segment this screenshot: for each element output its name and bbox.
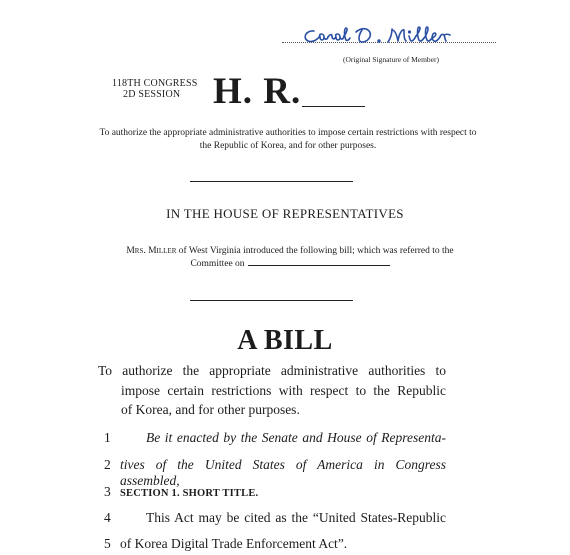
short-title-line: This Act may be cited as the “United States-Republic (146, 510, 446, 525)
purpose-line: To authorize the appropriate administrative authorities to (98, 363, 446, 378)
introduction-text: of West Virginia introduced the following bill; which was referred to the Committee on (176, 246, 454, 269)
line-number: 5 (104, 536, 111, 551)
sponsor-name: Mrs. Miller (126, 246, 177, 256)
purpose-line: impose certain restrictions with respect to the Republic (121, 382, 446, 398)
committee-blank (248, 265, 390, 266)
line-number: 1 (104, 430, 111, 445)
session-label: 2D SESSION (123, 89, 181, 100)
enacting-clause-line: Be it enacted by the Senate and House of Representa- (146, 430, 446, 445)
divider-rule (190, 300, 353, 301)
short-title-line: of Korea Digital Trade Enforcement Act”. (120, 536, 348, 551)
line-number: 2 (104, 457, 111, 472)
chamber-heading: IN THE HOUSE OF REPRESENTATIVES (166, 206, 404, 221)
enacting-clause-line: tives of the United States of America in Congress assembled, (120, 457, 446, 488)
bill-summary: To authorize the appropriate administrative authorities to impose certain restrictions with respect to the Republic of Korea, and for other purposes. (99, 128, 477, 151)
congress-number: 118TH CONGRESS (112, 78, 198, 89)
divider-rule (190, 181, 353, 182)
line-number: 3 (104, 484, 111, 499)
introduction-statement (112, 245, 468, 271)
bill-purpose (98, 361, 446, 420)
bill-number-blank (302, 106, 365, 107)
bill-heading: A BILL (237, 325, 333, 356)
handwritten-signature-image (300, 22, 496, 48)
signature-line (282, 22, 496, 48)
purpose-line: of Korea, and for other purposes. (121, 402, 300, 417)
signature-caption: (Original Signature of Member) (342, 55, 439, 64)
line-number: 4 (104, 510, 111, 525)
section-heading: SECTION 1. SHORT TITLE. (120, 488, 259, 499)
bill-prefix: H. R. (213, 71, 302, 112)
